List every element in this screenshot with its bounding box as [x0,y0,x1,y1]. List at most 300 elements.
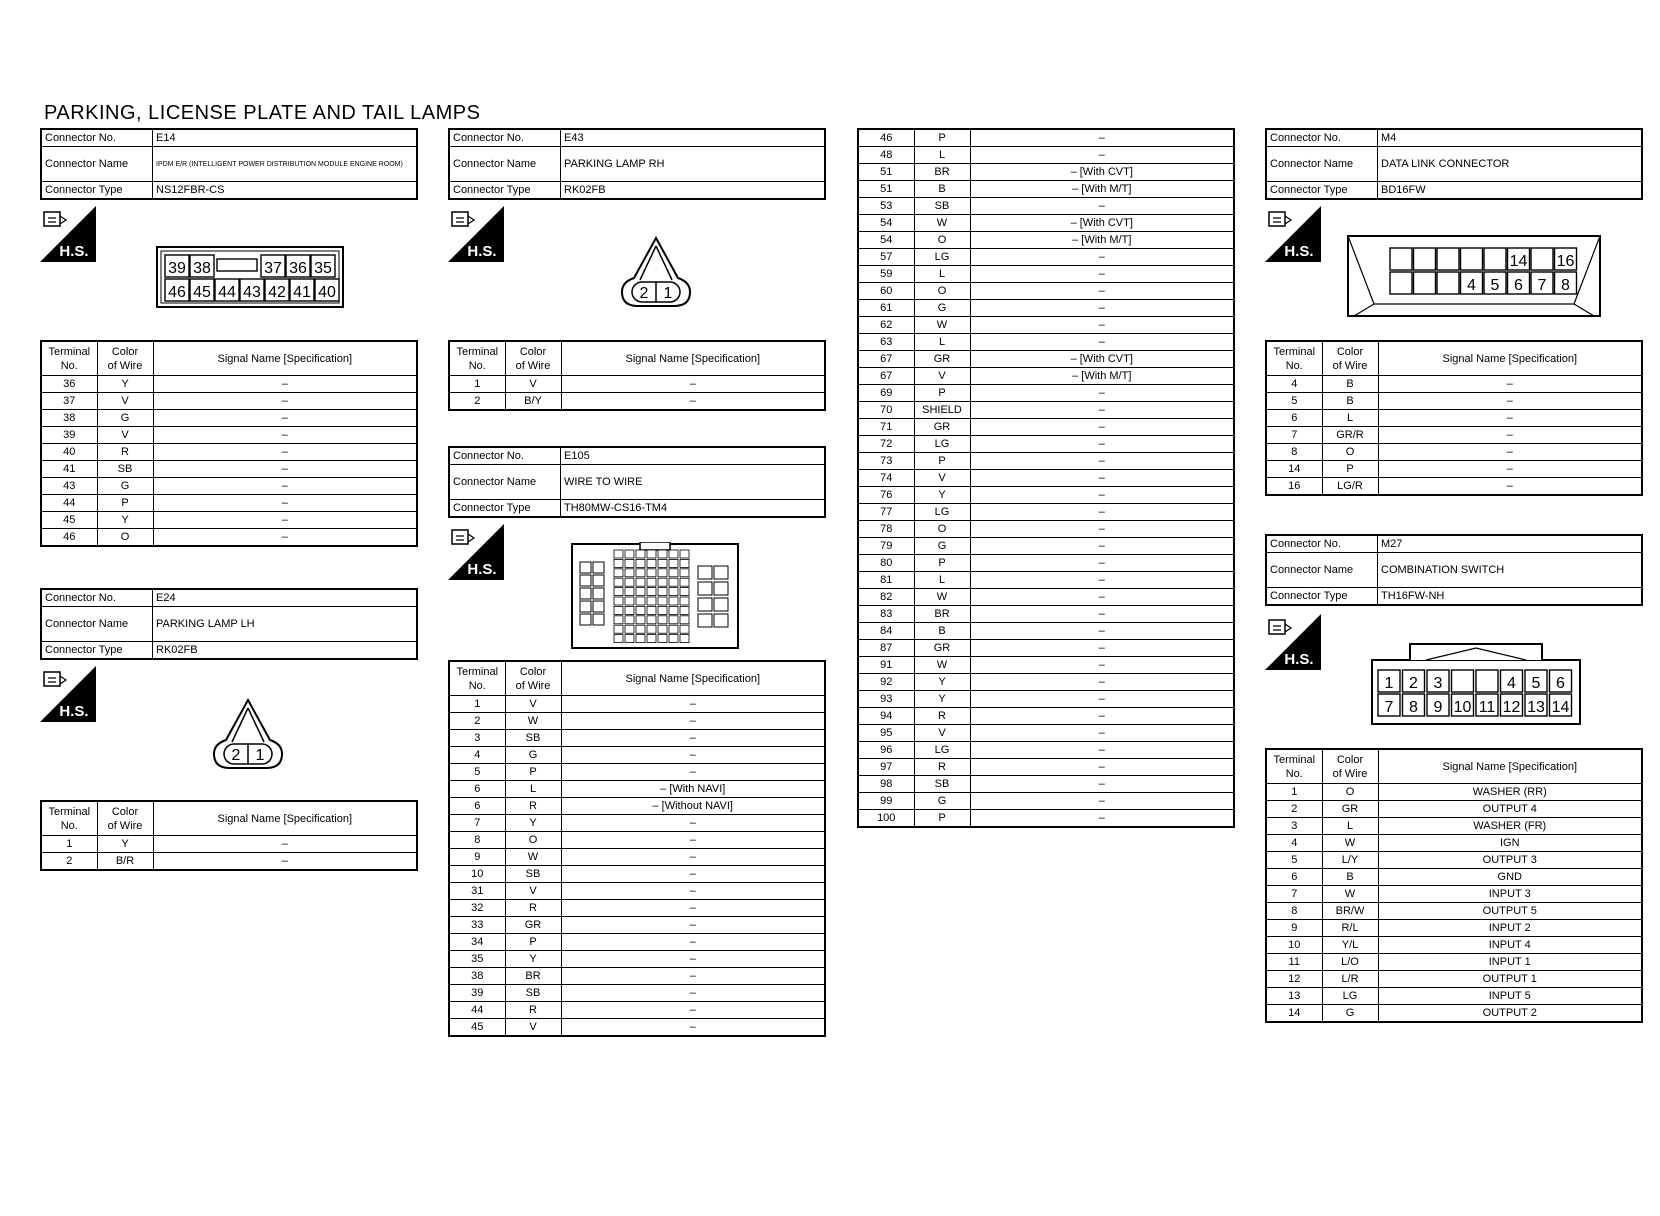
wire-color: L [914,266,970,283]
col-header-terminal: Terminal No. [1266,341,1322,376]
svg-text:45: 45 [193,284,211,301]
terminal-table-e105-continued [857,128,1235,828]
table-row [449,798,825,815]
signal-name: – [153,376,417,393]
table-row [858,300,1234,317]
signal-name: – [970,402,1234,419]
terminal-no: 2 [449,393,505,411]
table-row [858,453,1234,470]
signal-name: – [153,836,417,853]
signal-name: – [970,691,1234,708]
wire-color: GR/R [1322,427,1378,444]
wire-color: SB [505,730,561,747]
wire-color: W [505,849,561,866]
signal-name: – [970,623,1234,640]
terminal-no: 51 [858,164,914,181]
table-row [858,249,1234,266]
table-row [858,198,1234,215]
signal-name: – [561,985,825,1002]
terminal-no: 2 [1266,801,1322,818]
connector-pin [1525,694,1547,716]
signal-name: – [153,410,417,427]
signal-name: – [561,747,825,764]
wire-color: V [505,883,561,900]
wire-color: V [914,368,970,385]
terminal-no: 8 [1266,444,1322,461]
table-row [858,266,1234,283]
wire-color: LG [914,504,970,521]
signal-name: – [1378,410,1642,427]
signal-name: OUTPUT 4 [1378,801,1642,818]
terminal-no: 94 [858,708,914,725]
connector-pin [190,255,214,277]
table-row [449,968,825,985]
table-row [41,410,417,427]
wire-color: LG [914,249,970,266]
connector-no: M27 [1378,535,1643,553]
signal-name: – [153,495,417,512]
signal-name: – [With CVT] [970,351,1234,368]
svg-text:5: 5 [1490,277,1500,294]
svg-text:H.S.: H.S. [467,243,497,260]
terminal-no: 69 [858,385,914,402]
signal-name: – [With NAVI] [561,781,825,798]
signal-name: – [153,427,417,444]
wire-color: V [505,696,561,713]
svg-text:H.S.: H.S. [59,243,89,260]
svg-text:3: 3 [1433,675,1443,692]
signal-name: – [561,815,825,832]
signal-name: – [561,730,825,747]
signal-name: WASHER (FR) [1378,818,1642,835]
terminal-no: 84 [858,623,914,640]
table-row [858,129,1234,147]
connector-type: NS12FBR-CS [153,182,418,200]
table-row [858,657,1234,674]
wire-color: O [505,832,561,849]
harness-side-icon [40,666,96,722]
wire-color: SB [97,461,153,478]
connector-info-m27 [1265,534,1643,606]
signal-name: OUTPUT 3 [1378,852,1642,869]
wire-color: L/Y [1322,852,1378,869]
signal-name: – [970,776,1234,793]
connector-pin [311,255,335,277]
connector-pin [1378,670,1400,692]
table-row [858,334,1234,351]
table-row [1266,1005,1642,1023]
signal-name: – [561,393,825,411]
connector-pin [1427,694,1449,716]
terminal-no: 78 [858,521,914,538]
table-row [858,232,1234,249]
connector-pin [1501,694,1523,716]
label: Connector Name [449,465,561,500]
signal-name: – [561,900,825,917]
terminal-no: 45 [41,512,97,529]
connector-pin [1452,670,1474,692]
connector-pin [1403,670,1425,692]
connector-pin [1461,248,1483,270]
signal-name: – [561,1002,825,1019]
svg-text:36: 36 [289,260,307,277]
connector-pin [1378,694,1400,716]
table-row [41,427,417,444]
wire-color: Y [97,512,153,529]
signal-name: GND [1378,869,1642,886]
wire-color: GR [914,640,970,657]
table-row [1266,903,1642,920]
signal-name: – [970,589,1234,606]
signal-name: – [970,300,1234,317]
wire-color: GR [505,917,561,934]
wire-color: G [914,538,970,555]
table-row [41,529,417,547]
wire-color: B [1322,393,1378,410]
table-row [858,555,1234,572]
signal-name: INPUT 5 [1378,988,1642,1005]
table-row [1266,818,1642,835]
connector-pin [1531,248,1553,270]
terminal-no: 60 [858,283,914,300]
connector-pin [1414,248,1436,270]
wire-color: Y [914,487,970,504]
connector-pin [1414,272,1436,294]
signal-name: – [970,283,1234,300]
wire-color: R [97,444,153,461]
col-header-signal: Signal Name [Specification] [1378,341,1642,376]
wire-color: R [914,759,970,776]
table-row [449,832,825,849]
terminal-no: 71 [858,419,914,436]
table-row [449,934,825,951]
wire-color: R [914,708,970,725]
wire-color: W [914,657,970,674]
table-row [1266,920,1642,937]
svg-text:8: 8 [1409,699,1418,716]
terminal-no: 91 [858,657,914,674]
wire-color: LG [914,436,970,453]
col-header-color: Color of Wire [505,661,561,696]
signal-name: – [970,538,1234,555]
connector-pin [1555,248,1577,270]
svg-text:37: 37 [264,260,282,277]
table-row [41,461,417,478]
wire-color: L [914,334,970,351]
terminal-no: 93 [858,691,914,708]
signal-name: – [1378,427,1642,444]
table-row [858,368,1234,385]
terminal-no: 31 [449,883,505,900]
table-row [449,393,825,411]
terminal-no: 6 [449,781,505,798]
signal-name: – [970,504,1234,521]
terminal-no: 7 [1266,886,1322,903]
terminal-no: 8 [1266,903,1322,920]
connector-pin [1508,248,1530,270]
label: Connector Name [41,147,153,182]
wire-color: L/R [1322,971,1378,988]
wire-color: B [914,181,970,198]
wire-color: G [914,793,970,810]
wire-color: P [914,453,970,470]
signal-name: – [153,529,417,547]
svg-text:4: 4 [1467,277,1476,294]
terminal-no: 9 [449,849,505,866]
terminal-no: 72 [858,436,914,453]
svg-text:10: 10 [1453,699,1472,716]
signal-name: OUTPUT 5 [1378,903,1642,920]
table-row [858,623,1234,640]
terminal-no: 14 [1266,1005,1322,1023]
table-row [41,836,417,853]
harness-side-icon [1265,614,1321,670]
wire-color: LG/R [1322,478,1378,496]
harness-side-icon [40,206,96,262]
table-row [858,691,1234,708]
table-row [1266,954,1642,971]
wire-color: GR [1322,801,1378,818]
connector-pin [290,279,314,301]
connector-pin [1525,670,1547,692]
svg-text:16: 16 [1556,253,1575,270]
harness-side-icon [448,524,504,580]
wire-color: L [914,572,970,589]
table-row [858,674,1234,691]
wire-color: G [914,300,970,317]
table-row [858,147,1234,164]
connector-pin [1427,670,1449,692]
terminal-no: 40 [41,444,97,461]
connector-pin: 1 [663,285,673,302]
svg-text:H.S.: H.S. [1284,243,1314,260]
connector-pin [165,279,189,301]
col-header-terminal: Terminal No. [41,801,97,836]
svg-text:14: 14 [1509,253,1528,270]
table-row [41,853,417,871]
connector-pin: 2 [639,285,649,302]
terminal-no: 41 [41,461,97,478]
wire-color: V [914,470,970,487]
wire-color: O [914,283,970,300]
svg-text:6: 6 [1514,277,1523,294]
label: Connector Type [1266,588,1378,606]
terminal-no: 44 [41,495,97,512]
wire-color: P [914,555,970,572]
terminal-no: 83 [858,606,914,623]
wire-color: L [914,147,970,164]
terminal-no: 74 [858,470,914,487]
wire-color: GR [914,351,970,368]
wire-color: P [505,934,561,951]
col-header-terminal: Terminal No. [449,341,505,376]
connector-pin [1531,272,1553,294]
wire-color: O [914,232,970,249]
signal-name: OUTPUT 1 [1378,971,1642,988]
signal-name: – [970,674,1234,691]
wire-color: P [914,129,970,147]
table-row [1266,801,1642,818]
col-header-signal: Signal Name [Specification] [1378,749,1642,784]
col-header-terminal: Terminal No. [449,661,505,696]
svg-text:H.S.: H.S. [1284,651,1314,668]
wire-color: BR/W [1322,903,1378,920]
connector-pin [1550,694,1572,716]
signal-name: – [153,512,417,529]
label: Connector Name [449,147,561,182]
terminal-no: 39 [449,985,505,1002]
table-row [1266,784,1642,801]
table-row [858,521,1234,538]
wire-color: BR [505,968,561,985]
svg-text:9: 9 [1433,699,1443,716]
terminal-no: 5 [1266,393,1322,410]
svg-text:44: 44 [218,284,236,301]
wire-color: G [97,410,153,427]
signal-name: – [561,849,825,866]
terminal-no: 43 [41,478,97,495]
connector-pin [1550,670,1572,692]
table-row [858,606,1234,623]
terminal-no: 4 [1266,835,1322,852]
wire-color: BR [914,606,970,623]
terminal-no: 32 [449,900,505,917]
terminal-no: 16 [1266,478,1322,496]
table-row [858,351,1234,368]
signal-name: – [970,419,1234,436]
terminal-no: 98 [858,776,914,793]
signal-name: WASHER (RR) [1378,784,1642,801]
signal-name: – [970,129,1234,147]
connector-pin [165,255,189,277]
wire-color: GR [914,419,970,436]
terminal-table-e105 [448,660,826,1037]
wire-color: R/L [1322,920,1378,937]
svg-text:H.S.: H.S. [467,561,497,578]
terminal-no: 10 [449,866,505,883]
terminal-no: 76 [858,487,914,504]
table-row [449,781,825,798]
terminal-no: 1 [449,376,505,393]
table-row [449,764,825,781]
svg-text:6: 6 [1556,675,1565,692]
wire-color: G [1322,1005,1378,1023]
terminal-no: 7 [449,815,505,832]
connector-pin [286,255,310,277]
wire-color: R [505,1002,561,1019]
connector-pin [215,279,239,301]
signal-name: – [With M/T] [970,368,1234,385]
terminal-no: 5 [449,764,505,781]
svg-text:35: 35 [314,260,332,277]
table-row [858,385,1234,402]
label: Connector No. [449,129,561,147]
connector-pin [261,255,285,277]
connector-pin [1403,694,1425,716]
signal-name: INPUT 1 [1378,954,1642,971]
table-row [858,759,1234,776]
wire-color: B/Y [505,393,561,411]
terminal-no: 53 [858,198,914,215]
terminal-no: 2 [41,853,97,871]
signal-name: – [970,708,1234,725]
terminal-no: 4 [1266,376,1322,393]
table-row [449,730,825,747]
terminal-no: 7 [1266,427,1322,444]
table-row [449,713,825,730]
svg-text:14: 14 [1551,699,1570,716]
label: Connector Type [1266,182,1378,200]
connector-face-e43 [614,232,698,310]
table-row [1266,835,1642,852]
table-row [1266,427,1642,444]
table-row [449,747,825,764]
terminal-no: 95 [858,725,914,742]
label: Connector No. [449,447,561,465]
table-row [1266,869,1642,886]
wire-color: W [914,317,970,334]
connector-info-m4 [1265,128,1643,200]
connector-name: IPDM E/R (INTELLIGENT POWER DISTRIBUTION MODULE ENGINE ROOM) [153,147,418,182]
col-header-color: Color of Wire [505,341,561,376]
wire-color: W [505,713,561,730]
table-row [1266,988,1642,1005]
wire-color: O [1322,444,1378,461]
signal-name: – [1378,376,1642,393]
signal-name: – [970,759,1234,776]
signal-name: IGN [1378,835,1642,852]
signal-name: – [970,487,1234,504]
signal-name: – [153,478,417,495]
svg-text:43: 43 [243,284,261,301]
wire-color: L [1322,818,1378,835]
terminal-no: 46 [41,529,97,547]
signal-name: – [561,934,825,951]
col-header-color: Color of Wire [97,801,153,836]
svg-text:42: 42 [268,284,286,301]
svg-text:12: 12 [1502,699,1521,716]
terminal-no: 6 [1266,410,1322,427]
terminal-no: 70 [858,402,914,419]
terminal-no: 67 [858,368,914,385]
terminal-no: 1 [1266,784,1322,801]
terminal-no: 4 [449,747,505,764]
connector-pin [1437,248,1459,270]
terminal-no: 9 [1266,920,1322,937]
terminal-no: 38 [449,968,505,985]
signal-name: – [561,832,825,849]
signal-name: OUTPUT 2 [1378,1005,1642,1023]
wire-color: R [505,798,561,815]
terminal-no: 100 [858,810,914,828]
col-header-terminal: Terminal No. [41,341,97,376]
signal-name: – [1378,393,1642,410]
wire-color: B [1322,376,1378,393]
table-row [449,1019,825,1037]
signal-name: – [970,317,1234,334]
signal-name: – [970,470,1234,487]
table-row [1266,410,1642,427]
table-row [449,376,825,393]
terminal-no: 39 [41,427,97,444]
connector-pin [1390,272,1412,294]
signal-name: – [970,436,1234,453]
signal-name: – [970,385,1234,402]
connector-no: E14 [153,129,418,147]
label: Connector Name [41,607,153,642]
wire-color: V [505,376,561,393]
table-row [1266,478,1642,496]
